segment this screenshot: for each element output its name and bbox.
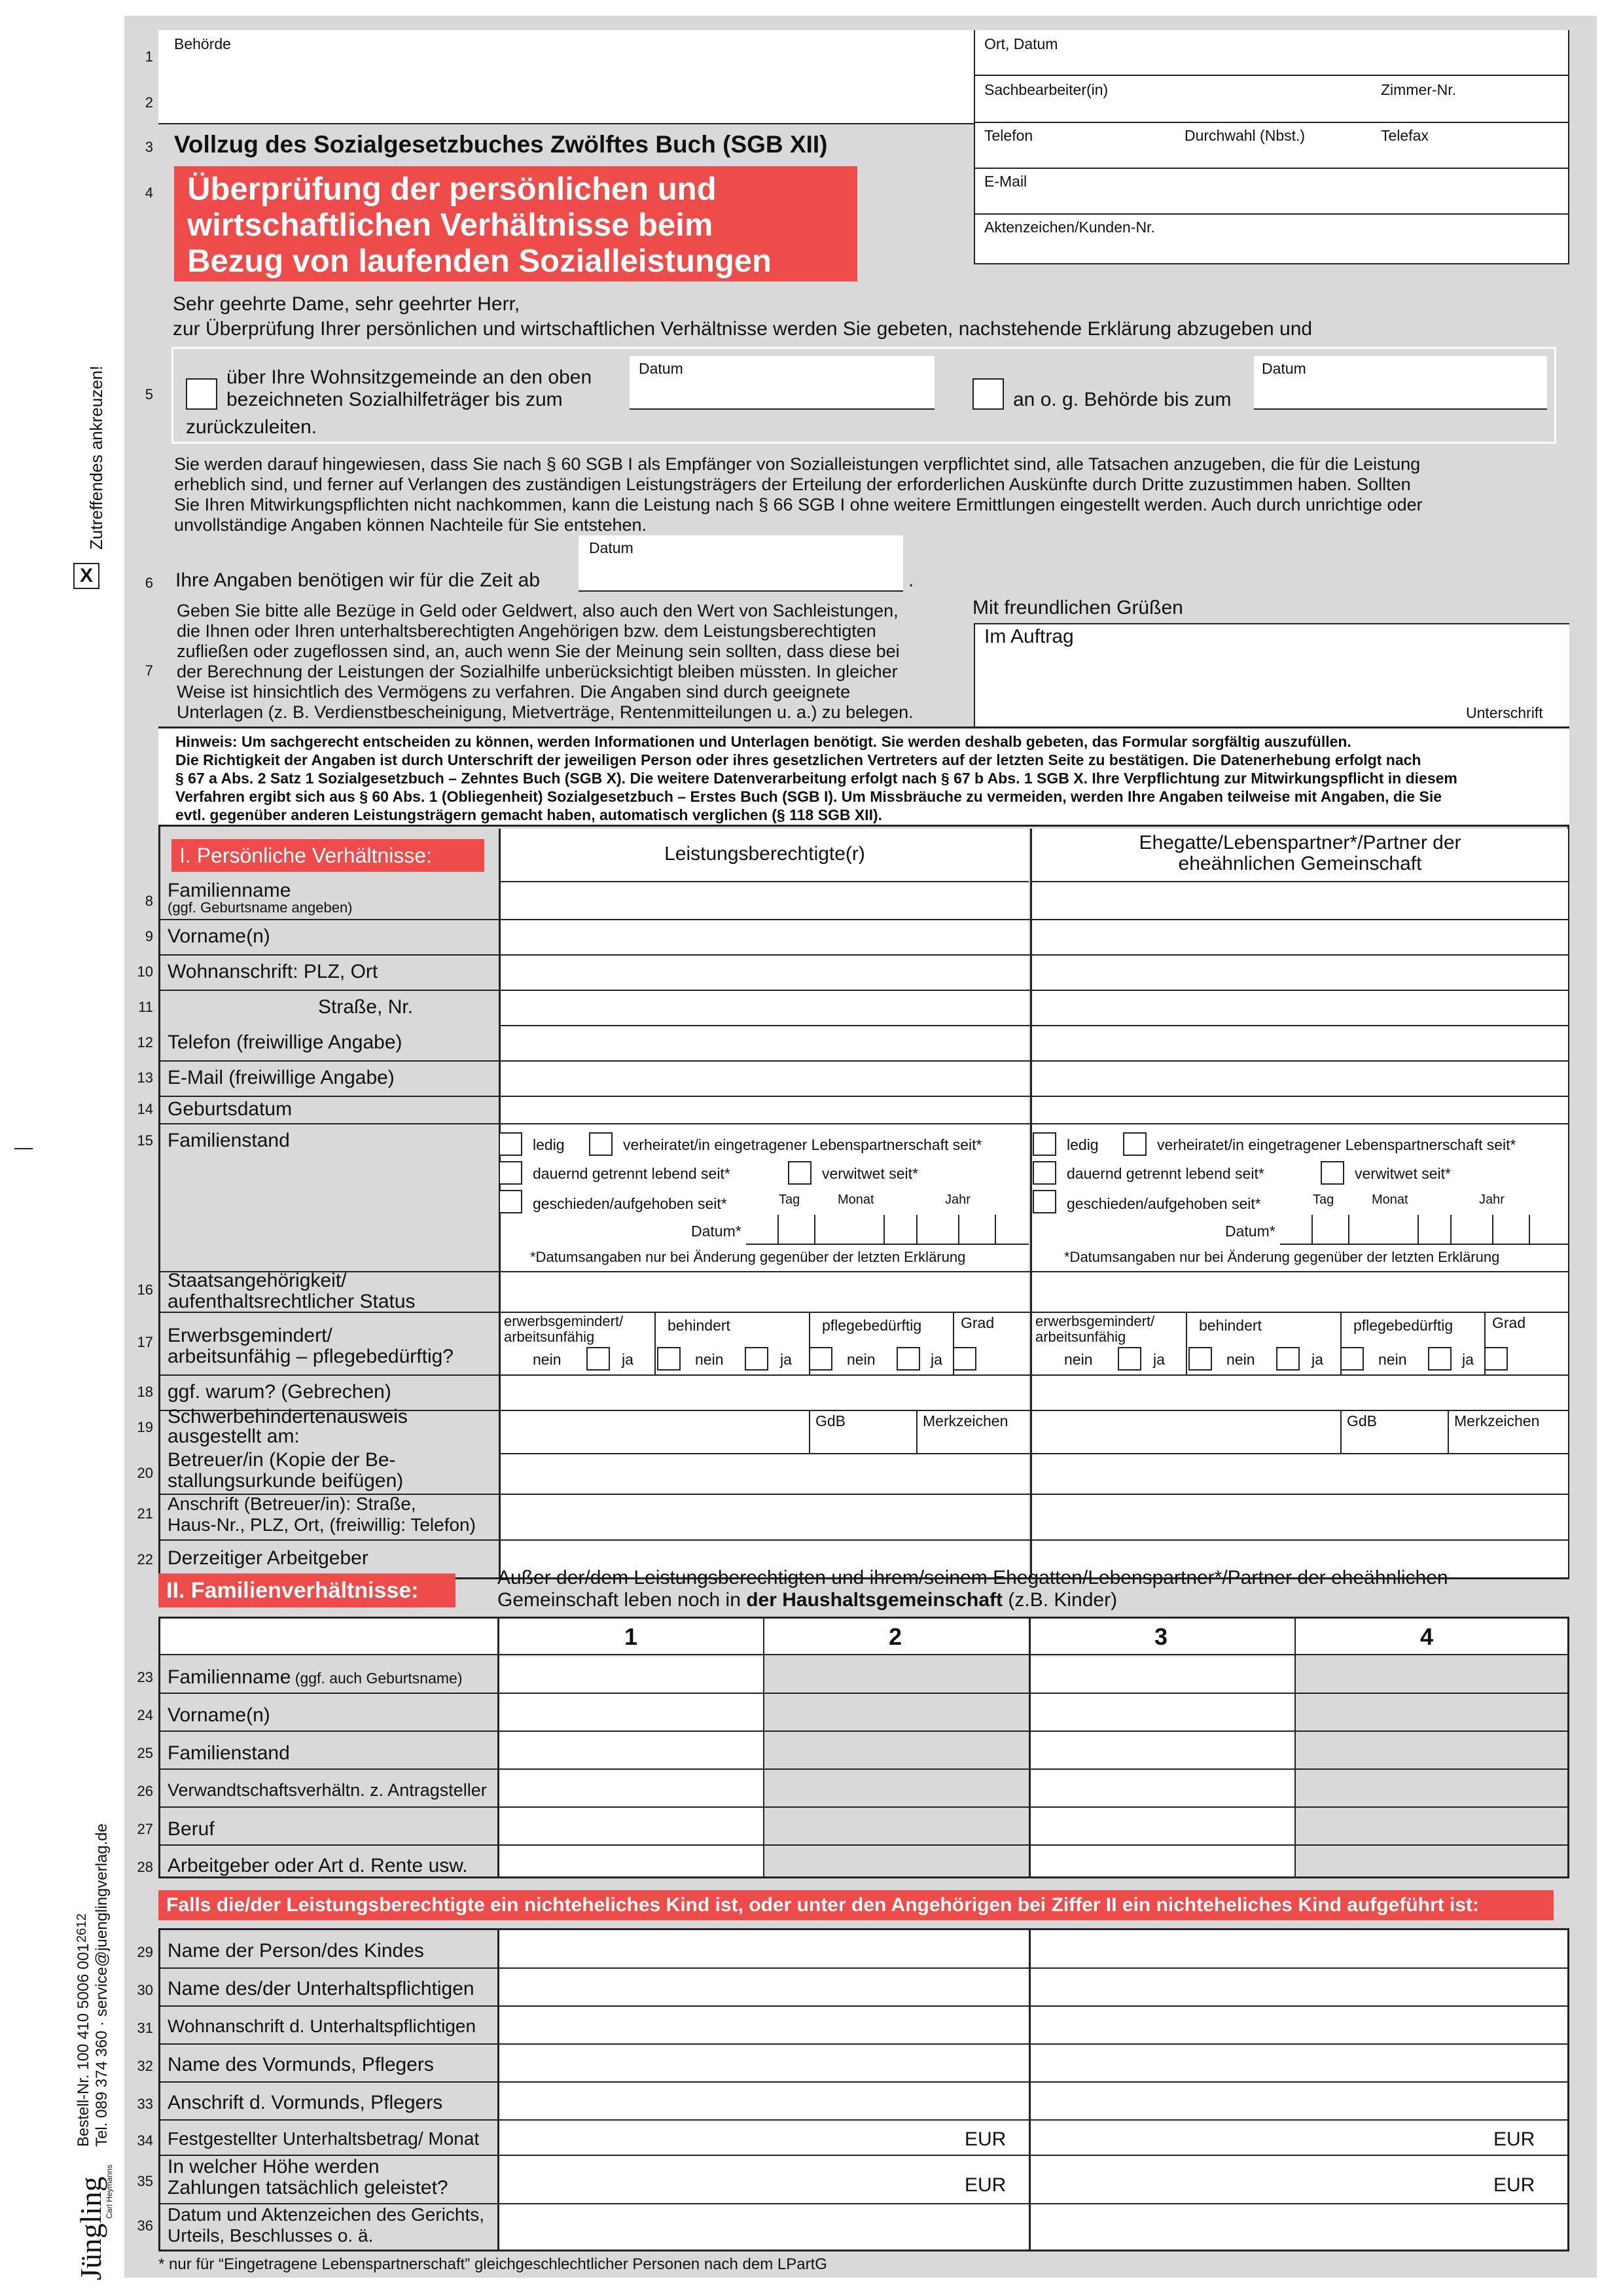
durchwahl-label: Durchwahl (Nbst.) xyxy=(1185,127,1306,144)
verheiratet-checkbox-1[interactable] xyxy=(589,1132,613,1156)
erwerb-label-1: erwerbsgemindert/ xyxy=(504,1313,624,1329)
label-s2-arbeitgeber: Arbeitgeber oder Art d. Rente usw. xyxy=(168,1855,468,1876)
row-number-28: 28 xyxy=(137,1859,153,1875)
eur-label-34-1: EUR xyxy=(965,2128,1007,2150)
behindert-ja-checkbox-2[interactable] xyxy=(1340,1347,1364,1371)
label-gericht-2: Urteils, Beschlusses o. ä. xyxy=(168,2225,374,2246)
section2-cells-1[interactable] xyxy=(499,1657,763,1876)
label-anschrift-vormund: Anschrift d. Vormunds, Pflegers xyxy=(168,2092,443,2113)
order-number: Bestell-Nr. 100 410 5006 001 xyxy=(75,1943,92,2147)
label-familienname: Familienname xyxy=(168,880,291,901)
salutation: Sehr geehrte Dame, sehr geehrter Herr, xyxy=(173,293,520,315)
datum-note-1: *Datumsangaben nur bei Änderung gegenüber der letzten Erklärung xyxy=(530,1249,966,1265)
row-number-6: 6 xyxy=(145,575,153,591)
date-field-2[interactable] xyxy=(1280,1215,1568,1245)
title-line-1: Überprüfung der persönlichen und xyxy=(187,171,717,207)
title-line-3: Bezug von laufenden Sozialleistungen xyxy=(187,243,772,279)
period-date-label: Datum xyxy=(589,539,633,556)
row-number-33: 33 xyxy=(137,2096,153,2112)
label-pflegebeduerftig: arbeitsunfähig – pflegebedürftig? xyxy=(168,1346,454,1367)
sachbearbeiter-label: Sachbearbeiter(in) xyxy=(984,81,1109,98)
nein-label-1b: nein xyxy=(695,1351,724,1368)
row-number-26: 26 xyxy=(137,1783,153,1799)
label-gericht: Datum und Aktenzeichen des Gerichts, xyxy=(168,2204,485,2225)
tick-mark: X xyxy=(79,565,93,586)
erwerb-ja-checkbox-1[interactable] xyxy=(657,1347,681,1371)
date-field-1[interactable] xyxy=(746,1215,1029,1245)
pflege-label-1: pflegebedürftig xyxy=(822,1317,922,1334)
legal-notice: Sie werden darauf hingewiesen, dass Sie nach § 60 SGB I als Empfänger von Sozialleistungen verpflichtet sind, alle Tatsachen anzugeben, die für die Leistung erheblich sind, und ferner auf Verlangen des zuständigen Leistungsträgers der Erteilung der erforderlichen Auskünfte durch Dritte zuzustimmen haben. Sollten Sie Ihren Mitwirkungspflichten nicht nachkommen, kann die Leistung nach § 66 SGB I ohne weitere Ermittlungen eingestellt werden. Auch durch unrichtige oder unvollständige Angaben können Nachteile für Sie entstehen. xyxy=(174,454,1423,535)
option-behoerde-label: an o. g. Behörde bis zum xyxy=(1013,389,1232,410)
greeting: Mit freundlichen Grüßen xyxy=(972,597,1183,619)
label-familienname-note: (ggf. Geburtsname angeben) xyxy=(168,899,353,916)
period-end: . xyxy=(908,569,914,591)
verheiratet-checkbox-2[interactable] xyxy=(1123,1132,1147,1156)
section1-title: I. Persönliche Verhältnisse: xyxy=(171,839,484,872)
ort-datum-label: Ort, Datum xyxy=(984,35,1058,52)
label-s2-beruf: Beruf xyxy=(168,1818,215,1840)
contact-line: Tel. 089 374 360 · service@juenglingverlag.de xyxy=(93,1823,111,2147)
nein-label-1a: nein xyxy=(533,1351,562,1368)
label-erwerbsgemindert: Erwerbsgemindert/ xyxy=(168,1325,332,1346)
row-number-15: 15 xyxy=(137,1132,153,1149)
row-number-1: 1 xyxy=(145,48,153,65)
footnote: * nur für “Eingetragene Lebenspartnerschaft” gleichgeschlechtlicher Personen nach dem LPartG xyxy=(158,2255,827,2273)
hinweis-box: Hinweis: Um sachgerecht entscheiden zu können, werden Informationen und Unterlagen benötigt. Sie werden deshalb gebeten, das Formular sorgfältig auszufüllen. Die Richtigkeit der Angaben ist durch Unterschrift der jeweiligen Person oder ihres gesetzlichen Vertreters auf der letzten Seite zu bestätigen. Die Datenerhebung erfolgt nach § 67 a Abs. 2 Satz 1 Sozialgesetzbuch – Zehntes Buch (SGB X). Die weitere Datenverarbeitung erfolgt nach § 67 b Abs. 1 SGB X. Ihre Verpflichtung zur Mitwirkungspflicht in diesem Verfahren ergibt sich aus § 60 Abs. 1 (Obliegenheit) Sozialgesetzbuch – Erstes Buch (SGB I). Um Missbräuche zu vermeiden, werden Ihre Angaben teilweise mit Angaben, die Sie evtl. gegenüber anderen Leistungsträgern gemacht haben, automatisch verglichen (§ 118 SGB XII). xyxy=(158,728,1569,827)
geschieden-checkbox-1[interactable] xyxy=(499,1190,522,1213)
label-name-unterhaltspflichtige: Name des/der Unterhaltspflichtigen xyxy=(168,1978,474,2000)
row-number-19: 19 xyxy=(137,1419,153,1435)
verwitwet-checkbox-1[interactable] xyxy=(788,1161,812,1185)
option-behoerde-checkbox[interactable] xyxy=(972,378,1004,410)
row-number-12: 12 xyxy=(137,1034,153,1050)
row-number-35: 35 xyxy=(137,2173,153,2189)
section2-header-row xyxy=(160,1619,1567,1655)
label-betreuer: Betreuer/in (Kopie der Be- xyxy=(168,1449,396,1471)
row-number-25: 25 xyxy=(137,1745,153,1761)
label-aufenthaltsstatus: aufenthaltsrechtlicher Status xyxy=(168,1291,416,1312)
behoerde-label: Behörde xyxy=(174,35,231,52)
income-instructions: Geben Sie bitte alle Bezüge in Geld oder Geldwert, also auch den Wert von Sachleistungen, die Ihnen oder Ihren unterhaltsberechtigten Angehörigen bzw. dem Leistungsberechtigten zufließen oder zugeflossen sind, an, auch wenn Sie der Meinung sein sollten, dass diese bei der Berechnung der Leistungen der Sozialhilfe unberücksichtigt bleiben müssten. In gleicher Weise ist hinsichtlich des Vermögens zu verfahren. Die Angaben sind durch geeignete Unterlagen (z. B. Verdienstbescheinigung, Mietverträge, Rentenmitteilungen u. a.) zu belegen. xyxy=(177,601,914,722)
signature-label: Unterschrift xyxy=(1466,704,1543,721)
datum-label-1: Datum* xyxy=(691,1223,741,1240)
option-behoerde-date-label: Datum xyxy=(1262,360,1306,377)
section2-intro-1: Außer der/dem Leistungsberechtigten und ihrem/seinem Ehegatten/Lebenspartner*/Partner der eheähnlichen xyxy=(497,1567,1448,1588)
getrennt-checkbox-1[interactable] xyxy=(499,1161,522,1185)
section2-col-2: 2 xyxy=(889,1623,902,1650)
ja-label-2a: ja xyxy=(1153,1351,1165,1368)
row-number-13: 13 xyxy=(137,1069,153,1086)
row-number-30: 30 xyxy=(137,1982,153,1998)
row-number-23: 23 xyxy=(137,1669,153,1685)
behindert-label-1: behindert xyxy=(668,1317,730,1334)
tag-label-1: Tag xyxy=(779,1193,800,1207)
datum-note-2: *Datumsangaben nur bei Änderung gegenüber der letzten Erklärung xyxy=(1064,1249,1500,1265)
label-telefon: Telefon (freiwillige Angabe) xyxy=(168,1031,402,1053)
behoerde-box[interactable] xyxy=(158,30,974,124)
form-code: 2612 xyxy=(75,1913,89,1943)
row-number-4: 4 xyxy=(145,185,153,201)
eur-label-34-2: EUR xyxy=(1493,2128,1535,2150)
fold-mark xyxy=(14,1148,33,1149)
ledig-checkbox-1[interactable] xyxy=(499,1132,522,1156)
monat-label-2: Monat xyxy=(1372,1193,1408,1207)
row-number-32: 32 xyxy=(137,2058,153,2074)
pflege-nein-checkbox-2[interactable] xyxy=(1428,1347,1452,1371)
tag-label-2: Tag xyxy=(1313,1193,1334,1207)
grad-label-1: Grad xyxy=(961,1314,995,1331)
pflege-label-2: pflegebedürftig xyxy=(1353,1317,1454,1334)
ja-label-1b: ja xyxy=(780,1351,792,1368)
row-number-24: 24 xyxy=(137,1707,153,1723)
label-bestallung: stallungsurkunde beifügen) xyxy=(168,1470,404,1492)
ja-label-2b: ja xyxy=(1311,1351,1323,1368)
row-number-21: 21 xyxy=(137,1505,153,1522)
row-number-29: 29 xyxy=(137,1944,153,1960)
label-anschrift-betreuer: Anschrift (Betreuer/in): Straße, xyxy=(168,1494,416,1514)
nein-label-2a: nein xyxy=(1064,1351,1093,1368)
label-email: E-Mail (freiwillige Angabe) xyxy=(168,1067,395,1088)
publisher-logo: Jüngling xyxy=(74,2176,107,2280)
label-familienstand: Familienstand xyxy=(168,1130,290,1151)
label-schwerbehindertenausweis: Schwerbehindertenausweis xyxy=(168,1406,408,1427)
verheiratet-label-2: verheiratet/in eingetragener Lebenspartnerschaft seit* xyxy=(1157,1136,1516,1153)
email-label: E-Mail xyxy=(984,173,1027,190)
verwitwet-label-1: verwitwet seit* xyxy=(822,1165,918,1182)
option-gemeinde-line-1: über Ihre Wohnsitzgemeinde an den oben xyxy=(226,367,592,388)
row-number-20: 20 xyxy=(137,1465,153,1481)
row-number-34: 34 xyxy=(137,2132,153,2149)
jahr-label-2: Jahr xyxy=(1479,1193,1505,1207)
nein-label-2c: nein xyxy=(1378,1351,1407,1368)
section2-title: II. Familienverhältnisse: xyxy=(158,1573,455,1607)
row-number-22: 22 xyxy=(137,1551,153,1568)
monat-label-1: Monat xyxy=(838,1193,874,1207)
pflege-ja-checkbox-1[interactable] xyxy=(953,1347,976,1371)
col-leistungsberechtigte-header: Leistungsberechtigte(r) xyxy=(499,829,1029,882)
publisher-sub: Carl Heymanns xyxy=(105,2164,114,2219)
section2-cells-4[interactable] xyxy=(1296,1657,1567,1876)
getrennt-label-2: dauernd getrennt lebend seit* xyxy=(1067,1165,1264,1182)
row-number-5: 5 xyxy=(145,386,153,403)
verwitwet-checkbox-2[interactable] xyxy=(1321,1161,1344,1185)
option-gemeinde-line-2: bezeichneten Sozialhilfeträger bis zum xyxy=(226,389,563,410)
erwerb-label-2: erwerbsgemindert/ xyxy=(1035,1313,1155,1329)
label-s2-verwandtschaft: Verwandtschaftsverhältn. z. Antragsteller xyxy=(168,1780,487,1800)
section3-banner: Falls die/der Leistungsberechtigte ein nichteheliches Kind ist, oder unter den Angehörigen bei Ziffer II ein nichteheliches Kind aufgeführt ist: xyxy=(158,1890,1554,1920)
behindert-label-2: behindert xyxy=(1199,1317,1262,1334)
erwerb2-label-2: arbeitsunfähig xyxy=(1035,1329,1126,1345)
row-number-10: 10 xyxy=(137,963,153,980)
label-s2-familienname: Familienname (ggf. auch Geburtsname) xyxy=(168,1666,463,1688)
row-number-7: 7 xyxy=(145,662,153,679)
aktenzeichen-label: Aktenzeichen/Kunden-Nr. xyxy=(984,219,1155,236)
label-arbeitgeber: Derzeitiger Arbeitgeber xyxy=(168,1547,368,1569)
nein-label-2b: nein xyxy=(1226,1351,1255,1368)
telefax-label: Telefax xyxy=(1381,127,1429,144)
col-partner-header: Ehegatte/Lebenspartner*/Partner der eheähnlichen Gemeinschaft xyxy=(1030,829,1568,882)
label-vorname: Vorname(n) xyxy=(168,925,270,947)
ledig-label-1: ledig xyxy=(533,1136,565,1153)
jahr-label-1: Jahr xyxy=(945,1193,971,1207)
getrennt-label-1: dauernd getrennt lebend seit* xyxy=(533,1165,730,1182)
label-anschrift-betreuer-2: Haus-Nr., PLZ, Ort, (freiwillig: Telefon) xyxy=(168,1515,476,1535)
intro-line: zur Überprüfung Ihrer persönlichen und wirtschaftlichen Verhältnisse werden Sie gebeten, nachstehende Erklärung abzugeben und xyxy=(173,318,1313,340)
label-strasse: Straße, Nr. xyxy=(318,996,414,1018)
section2-cells-3[interactable] xyxy=(1030,1657,1294,1876)
label-staatsangehoerigkeit: Staatsangehörigkeit/ xyxy=(168,1270,347,1291)
telefon-label: Telefon xyxy=(984,127,1033,144)
ledig-checkbox-2[interactable] xyxy=(1033,1132,1056,1156)
section2-intro-2: Gemeinschaft leben noch in der Haushaltsgemeinschaft (z.B. Kinder) xyxy=(497,1589,1118,1611)
datum-label-2: Datum* xyxy=(1225,1223,1275,1240)
label-zahlungen: In welcher Höhe werden xyxy=(168,2156,380,2178)
row-number-2: 2 xyxy=(145,94,153,111)
section2-col-1: 1 xyxy=(624,1623,638,1650)
label-zahlungen-2: Zahlungen tatsächlich geleistet? xyxy=(168,2177,448,2198)
getrennt-checkbox-2[interactable] xyxy=(1033,1161,1056,1185)
row-number-14: 14 xyxy=(137,1101,153,1117)
title-line-2: wirtschaftlichen Verhältnisse beim xyxy=(187,207,713,243)
im-auftrag: Im Auftrag xyxy=(984,626,1074,647)
tick-note xyxy=(73,563,99,589)
erwerb-ja-checkbox-2[interactable] xyxy=(1188,1347,1212,1371)
period-label: Ihre Angaben benötigen wir für die Zeit ab xyxy=(175,569,541,591)
ja-label-2c: ja xyxy=(1462,1351,1474,1368)
ja-label-1c: ja xyxy=(931,1351,942,1368)
row-number-17: 17 xyxy=(137,1334,153,1350)
behindert-ja-checkbox-1[interactable] xyxy=(809,1347,832,1371)
row-number-36: 36 xyxy=(137,2217,153,2234)
section2-col-3: 3 xyxy=(1154,1623,1168,1650)
geschieden-checkbox-2[interactable] xyxy=(1033,1190,1056,1213)
erwerb-nein-checkbox-1[interactable] xyxy=(586,1347,610,1371)
eur-label-35-2: EUR xyxy=(1493,2174,1535,2196)
eur-label-35-1: EUR xyxy=(965,2174,1007,2196)
section2-cells-2[interactable] xyxy=(764,1657,1029,1876)
erwerb-nein-checkbox-2[interactable] xyxy=(1118,1347,1141,1371)
label-unterhaltsbetrag: Festgestellter Unterhaltsbetrag/ Monat xyxy=(168,2128,480,2149)
option-gemeinde-line-3: zurückzuleiten. xyxy=(186,416,317,438)
row-number-16: 16 xyxy=(137,1282,153,1298)
option-gemeinde-checkbox[interactable] xyxy=(186,378,217,410)
grad-label-2: Grad xyxy=(1492,1314,1526,1331)
geschieden-label-1: geschieden/aufgehoben seit* xyxy=(533,1195,727,1212)
row-number-31: 31 xyxy=(137,2020,153,2036)
label-geburtsdatum: Geburtsdatum xyxy=(168,1098,293,1120)
option-gemeinde-date-label: Datum xyxy=(639,360,683,377)
merkzeichen-label-1: Merkzeichen xyxy=(923,1412,1008,1429)
row-number-9: 9 xyxy=(145,928,153,944)
nein-label-1c: nein xyxy=(847,1351,876,1368)
row-number-18: 18 xyxy=(137,1384,153,1400)
form-title xyxy=(174,166,857,281)
behindert-nein-checkbox-1[interactable] xyxy=(745,1347,768,1371)
tick-note-text: Zutreffendes ankreuzen! xyxy=(86,365,106,550)
zimmer-label: Zimmer-Nr. xyxy=(1381,81,1456,98)
label-gebrechen: ggf. warum? (Gebrechen) xyxy=(168,1381,391,1403)
label-s2-vorname: Vorname(n) xyxy=(168,1704,270,1726)
section2-col-4: 4 xyxy=(1420,1623,1434,1650)
row-number-27: 27 xyxy=(137,1821,153,1837)
label-ausgestellt: ausgestellt am: xyxy=(168,1426,300,1447)
subtitle: Vollzug des Sozialgesetzbuches Zwölftes Buch (SGB XII) xyxy=(174,131,828,158)
label-wohnanschrift: Wohnanschrift: PLZ, Ort xyxy=(168,961,378,982)
merkzeichen-label-2: Merkzeichen xyxy=(1454,1412,1540,1429)
label-s2-familienstand: Familienstand xyxy=(168,1742,290,1764)
ja-label-1a: ja xyxy=(622,1351,633,1368)
geschieden-label-2: geschieden/aufgehoben seit* xyxy=(1067,1195,1261,1212)
row-number-8: 8 xyxy=(145,893,153,909)
row-number-3: 3 xyxy=(145,139,153,155)
label-name-kind: Name der Person/des Kindes xyxy=(168,1940,424,1962)
label-name-vormund: Name des Vormunds, Pflegers xyxy=(168,2054,434,2075)
verheiratet-label-1: verheiratet/in eingetragener Lebenspartnerschaft seit* xyxy=(623,1136,982,1153)
pflege-nein-checkbox-1[interactable] xyxy=(897,1347,920,1371)
gdb-label-1: GdB xyxy=(815,1412,846,1429)
verwitwet-label-2: verwitwet seit* xyxy=(1355,1165,1451,1182)
gdb-label-2: GdB xyxy=(1347,1412,1378,1429)
ledig-label-2: ledig xyxy=(1067,1136,1099,1153)
erwerb2-label-1: arbeitsunfähig xyxy=(504,1329,595,1345)
row-number-11: 11 xyxy=(138,999,153,1015)
label-wohnanschrift-unterhaltspflichtige: Wohnanschrift d. Unterhaltspflichtigen xyxy=(168,2016,476,2036)
behindert-nein-checkbox-2[interactable] xyxy=(1276,1347,1300,1371)
pflege-ja-checkbox-2[interactable] xyxy=(1484,1347,1508,1371)
